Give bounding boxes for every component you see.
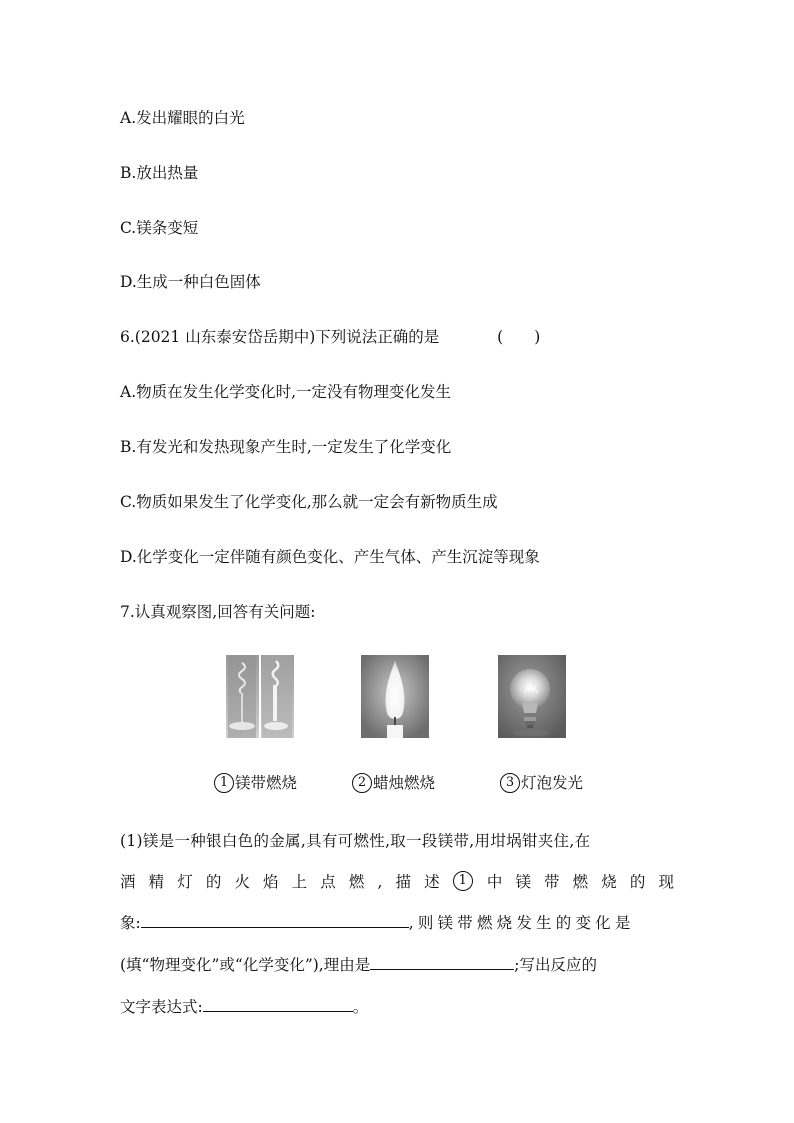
circled-number-1: 1 <box>214 773 234 793</box>
q7-line2-char: 描 <box>395 873 412 891</box>
q7-line5-start: 文字表达式: <box>120 998 203 1016</box>
q7-line2-char: 的 <box>205 873 222 891</box>
q7-line4-end: ;写出反应的 <box>514 956 597 974</box>
q7-line3-end: ,则镁带燃烧发生的变化是 <box>408 914 635 932</box>
q7-line4-start: (填“物理变化”或“化学变化”),理由是 <box>120 956 371 974</box>
candle-flame-photo <box>361 655 429 738</box>
q7-part1-line5 <box>120 996 368 1017</box>
q5-option-d: D.生成一种白色固体 <box>120 273 261 291</box>
q7-figures <box>0 655 794 745</box>
q7-line2-char: 的 <box>629 873 646 891</box>
q7-line2-char: 精 <box>148 873 165 891</box>
q7-part1-line3 <box>120 912 635 933</box>
q7-stem: 7.认真观察图,回答有关问题: <box>120 603 316 621</box>
figure-caption-1-text: 镁带燃烧 <box>235 774 298 792</box>
circled-number-1-inline: 1 <box>453 871 473 891</box>
answer-blank-reason[interactable] <box>370 954 514 970</box>
answer-blank-phenomenon[interactable] <box>141 912 409 928</box>
q6-option-b: B.有发光和发热现象产生时,一定发生了化学变化 <box>120 438 452 456</box>
q7-line2-char: 焰 <box>263 873 279 891</box>
q7-line2-char: 点 <box>320 873 336 891</box>
q7-line2-char: 燃 <box>572 873 589 891</box>
figure-caption-3-text: 灯泡发光 <box>521 774 584 792</box>
q7-figure-captions <box>0 772 794 796</box>
q7-line2-char: 中 <box>486 873 503 891</box>
q6-option-c: C.物质如果发生了化学变化,那么就一定会有新物质生成 <box>120 493 498 511</box>
q7-line2-char: 烧 <box>601 873 617 891</box>
q7-line5-end: 。 <box>352 998 369 1016</box>
q7-part1-line1: (1)镁是一种银白色的金属,具有可燃性,取一段镁带,用坩埚钳夹住,在 <box>120 832 591 850</box>
q6-stem-text: 6.(2021 山东泰安岱岳期中)下列说法正确的是 <box>120 328 440 346</box>
q7-line2-char: 火 <box>234 873 250 891</box>
q7-line2-char: 述 <box>424 873 440 891</box>
q6-option-a: A.物质在发生化学变化时,一定没有物理变化发生 <box>120 383 452 401</box>
q7-part1-line2 <box>120 872 674 892</box>
answer-blank-word-equation[interactable] <box>203 996 353 1012</box>
q5-option-c: C.镁条变短 <box>120 219 199 237</box>
q6-stem <box>120 327 540 347</box>
q7-line2-char: 现 <box>658 873 674 891</box>
figure-caption-3 <box>500 772 583 794</box>
circled-number-3: 3 <box>500 773 520 793</box>
q5-option-a: A.发出耀眼的白光 <box>120 109 245 127</box>
q7-line3-start: 象: <box>120 914 141 932</box>
q7-line2-char: 灯 <box>177 873 193 891</box>
q7-line2-char: 燃 <box>348 873 365 891</box>
q6-option-d: D.化学变化一定伴随有颜色变化、产生气体、产生沉淀等现象 <box>120 548 540 566</box>
q7-line2-char: 上 <box>291 873 308 891</box>
figure-caption-2-text: 蜡烛燃烧 <box>373 774 436 792</box>
q7-line2-char: , <box>377 873 383 891</box>
q5-option-b: B.放出热量 <box>120 164 199 182</box>
glowing-bulb-photo <box>498 655 566 738</box>
figure-caption-1 <box>214 772 297 794</box>
circled-number-2: 2 <box>352 773 372 793</box>
q7-part1-line4 <box>120 954 597 975</box>
magnesium-ribbon-burning-photo <box>226 655 294 738</box>
figure-caption-2 <box>352 772 435 794</box>
q7-line2-char: 酒 <box>120 873 136 891</box>
q6-answer-bracket: ( ) <box>497 328 541 346</box>
q7-line2-char: 镁 <box>515 873 531 891</box>
q7-line2-char: 带 <box>544 873 560 891</box>
